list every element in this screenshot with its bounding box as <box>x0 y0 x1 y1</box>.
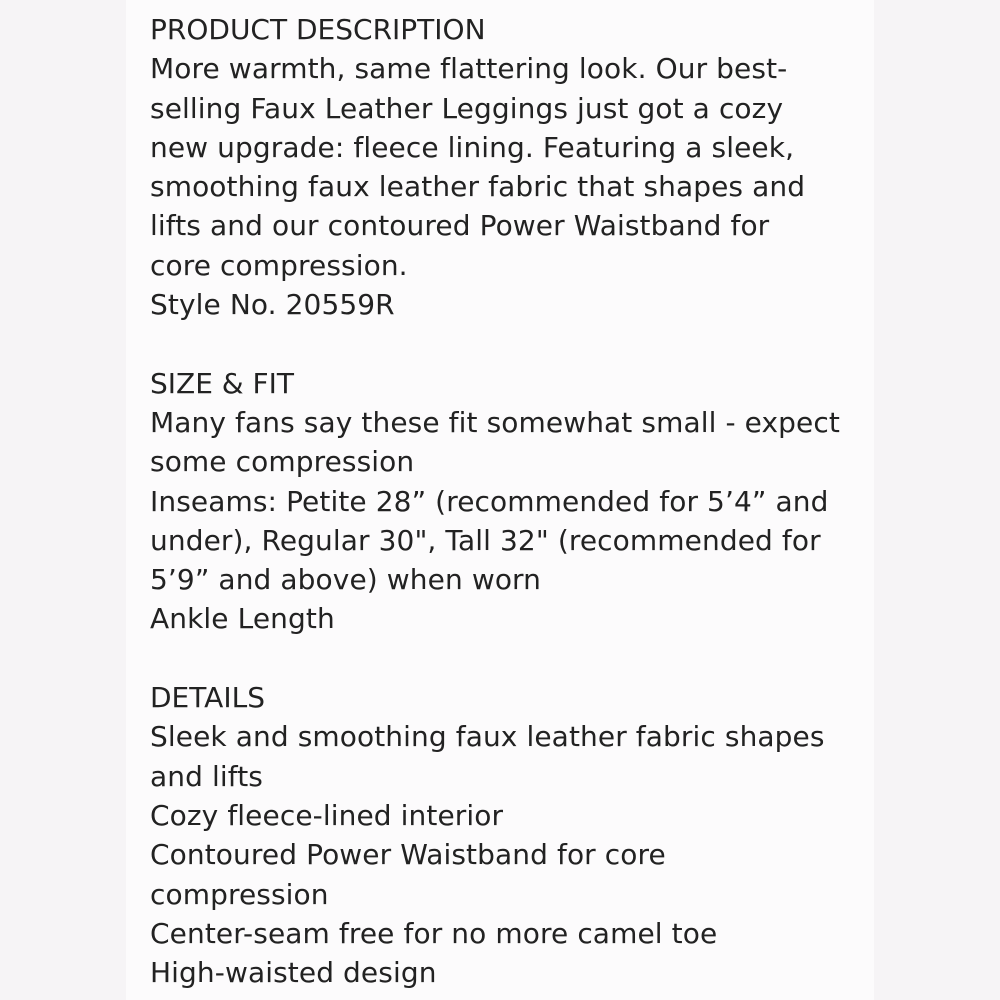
section-spacer <box>150 324 870 363</box>
product-text <box>150 10 870 992</box>
size-fit-line: Inseams: Petite 28” (recommended for 5’4” and <box>150 484 829 518</box>
details-line: and lifts <box>150 759 263 793</box>
section-heading-size-fit: SIZE & FIT <box>150 366 295 400</box>
description-line: More warmth, same flattering look. Our best- <box>150 52 788 86</box>
description-line: lifts and our contoured Power Waistband for <box>150 209 770 243</box>
details-line: compression <box>150 877 329 911</box>
description-line: core compression. <box>150 248 408 282</box>
details-line: Center-seam free for no more camel toe <box>150 916 718 950</box>
details-line: Sleek and smoothing faux leather fabric shapes <box>150 720 825 754</box>
description-line: selling Faux Leather Leggings just got a cozy <box>150 91 784 125</box>
size-fit-line: Many fans say these fit somewhat small - expect <box>150 405 840 439</box>
details-line: Contoured Power Waistband for core <box>150 838 666 872</box>
section-spacer <box>150 639 870 678</box>
size-fit-line: some compression <box>150 445 415 479</box>
section-heading-details: DETAILS <box>150 681 265 715</box>
details-line: Cozy fleece-lined interior <box>150 798 504 832</box>
size-fit-line: under), Regular 30", Tall 32" (recommended for <box>150 523 821 557</box>
description-line: smoothing faux leather fabric that shapes and <box>150 170 806 204</box>
description-line: new upgrade: fleece lining. Featuring a sleek, <box>150 130 795 164</box>
style-number: Style No. 20559R <box>150 288 395 322</box>
details-line: High-waisted design <box>150 956 437 990</box>
size-fit-line: 5’9” and above) when worn <box>150 563 542 597</box>
size-fit-line: Ankle Length <box>150 602 335 636</box>
section-heading-product-description: PRODUCT DESCRIPTION <box>150 13 486 46</box>
